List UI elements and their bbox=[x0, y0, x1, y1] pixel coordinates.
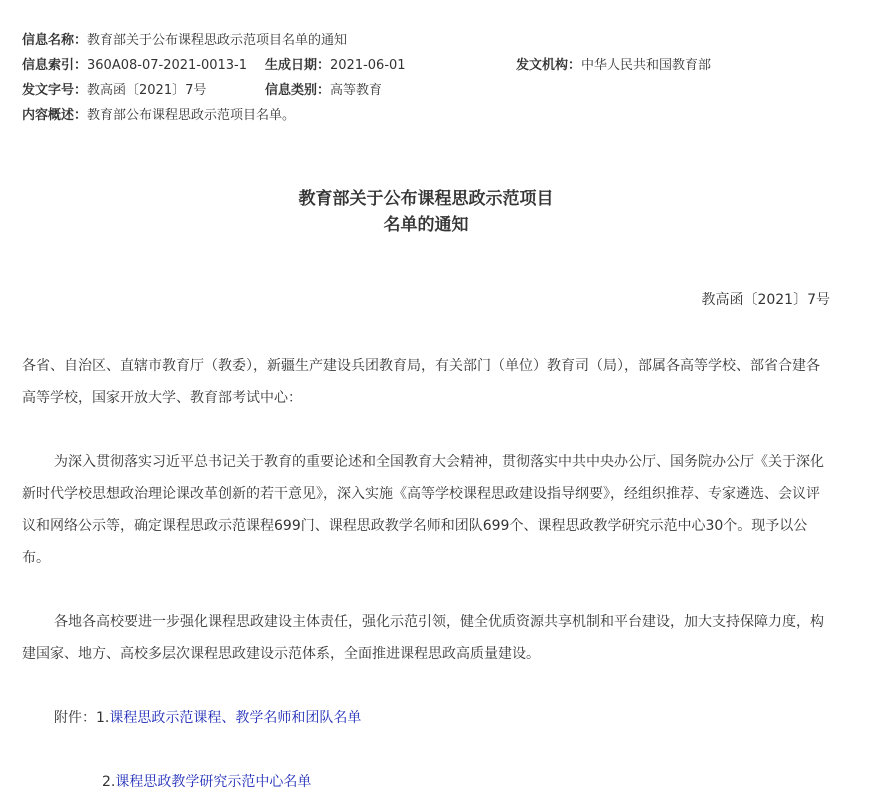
date-label: 生成日期： bbox=[265, 58, 331, 73]
attachment-1-number: 1. bbox=[96, 710, 110, 726]
issuer-label: 发文机构： bbox=[516, 58, 582, 73]
date-value: 2021-06-01 bbox=[330, 58, 406, 73]
meta-row-index bbox=[22, 53, 852, 78]
category-value: 高等教育 bbox=[330, 83, 383, 98]
info-name-label: 信息名称： bbox=[22, 33, 88, 48]
body-paragraph-2: 各地各高校要进一步强化课程思政建设主体责任，强化示范引领，健全优质资源共享机制和平台建设，加大支持保障力度，构建国家、地方、高校多层次课程思政建设示范体系，全面推进课程思政高质量建设。 bbox=[22, 614, 824, 662]
summary-value: 教育部公布课程思政示范项目名单。 bbox=[87, 108, 296, 123]
title-line-2: 名单的通知 bbox=[383, 215, 469, 235]
meta-row-doc-no bbox=[22, 78, 852, 103]
attachment-item-2 bbox=[102, 768, 311, 796]
document-metadata bbox=[22, 28, 852, 128]
index-label: 信息索引： bbox=[22, 58, 88, 73]
meta-row-info-name bbox=[22, 28, 852, 53]
attachment-label: 附件： bbox=[54, 710, 96, 726]
meta-row-summary bbox=[22, 103, 852, 128]
doc-no-label: 发文字号： bbox=[22, 83, 88, 98]
address-paragraph: 各省、自治区、直辖市教育厅（教委），新疆生产建设兵团教育局，有关部门（单位）教育司（局），部属各高等学校、部省合建各高等学校，国家开放大学、教育部考试中心： bbox=[22, 358, 820, 406]
body-paragraph-1: 为深入贯彻落实习近平总书记关于教育的重要论述和全国教育大会精神，贯彻落实中共中央办公厅、国务院办公厅《关于深化新时代学校思想政治理论课改革创新的若干意见》，深入实施《高等学校课程思政建设指导纲要》，经组织推荐、专家遴选、会议评议和网络公示等，确定课程思政示范课程699门、课程思政教学名师和团队699个、课程思政教学研究示范中心30个。现予以公布。 bbox=[22, 454, 824, 566]
attachment-2-number: 2. bbox=[102, 774, 116, 790]
summary-label: 内容概述： bbox=[22, 108, 88, 123]
info-name-value: 教育部关于公布课程思政示范项目名单的通知 bbox=[87, 33, 348, 48]
document-title bbox=[0, 186, 852, 238]
category-label: 信息类别： bbox=[265, 83, 331, 98]
document-number: 教高函〔2021〕7号 bbox=[701, 292, 830, 308]
attachment-2-link[interactable]: 课程思政教学研究示范中心名单 bbox=[115, 774, 312, 790]
attachment-item-1 bbox=[54, 704, 361, 732]
doc-no-value: 教高函〔2021〕7号 bbox=[87, 83, 207, 98]
index-value: 360A08-07-2021-0013-1 bbox=[87, 58, 248, 73]
title-line-1: 教育部关于公布课程思政示范项目 bbox=[298, 189, 554, 209]
issuer-value: 中华人民共和国教育部 bbox=[581, 58, 712, 73]
attachment-1-link[interactable]: 课程思政示范课程、教学名师和团队名单 bbox=[109, 710, 362, 726]
